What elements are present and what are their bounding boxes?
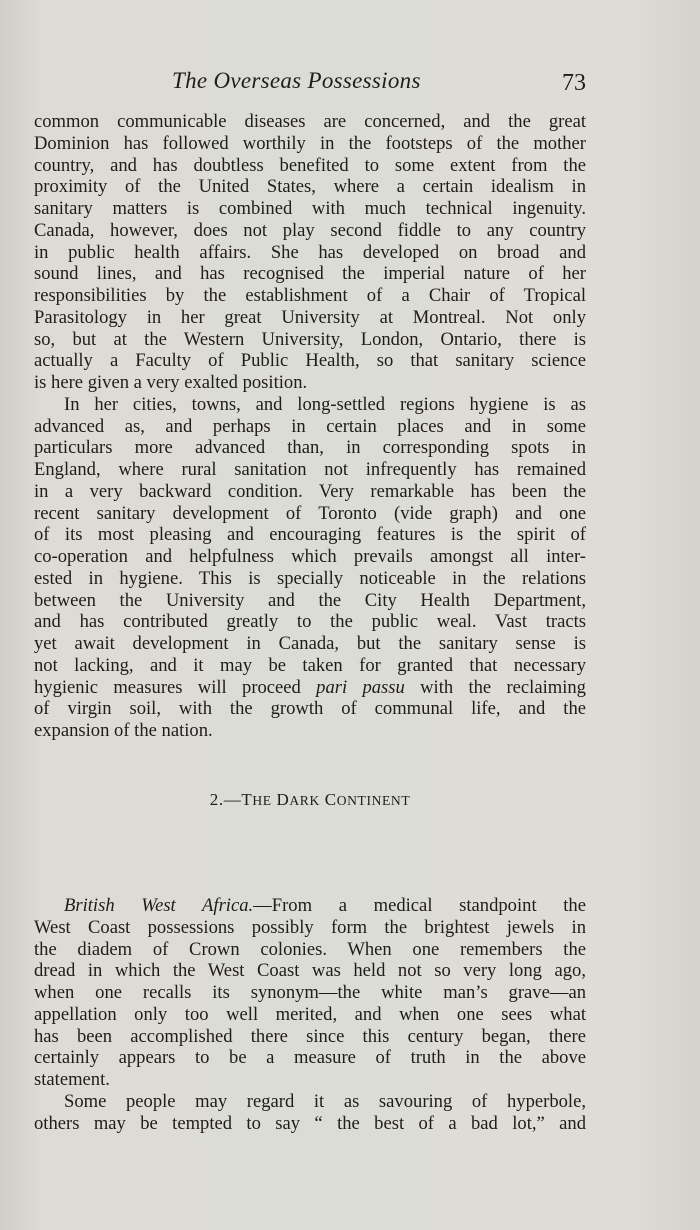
text-line: Some people may regard it as savouring of hyperbole, — [64, 1090, 586, 1112]
text-line: appellation only too well merited, and when one sees what — [34, 1003, 586, 1025]
text-line: Dominion has followed worthily in the footsteps of the mother — [34, 132, 586, 154]
text-line: expansion of the nation. — [34, 720, 213, 741]
text-line: In her cities, towns, and long-settled regions hygiene is as — [64, 393, 586, 415]
text-line: statement. — [34, 1069, 110, 1090]
running-head: The Overseas Possessions — [172, 68, 421, 93]
text-line: actually a Faculty of Public Health, so that sanitary science — [34, 350, 586, 372]
text-line: Parasitology in her great University at Montreal. Not only — [34, 306, 586, 328]
text-line-with-italic — [34, 677, 586, 699]
page-number: 73 — [562, 70, 586, 96]
paragraph-4 — [34, 1091, 586, 1135]
heading-smallcaps: HE — [252, 793, 272, 808]
text-line: proximity of the United States, where a certain idealism in — [34, 176, 586, 198]
paragraph-3 — [34, 895, 586, 1091]
section-heading — [34, 790, 586, 810]
text-line: of virgin soil, with the growth of communal life, and the — [34, 698, 586, 720]
text-line: and has contributed greatly to the public weal. Vast tracts — [34, 611, 586, 633]
text-run: —From a medical standpoint the — [253, 895, 586, 916]
paragraph-1 — [34, 111, 586, 394]
text-line: of its most pleasing and encouraging features is the spirit of — [34, 524, 586, 546]
text-line: the diadem of Crown colonies. When one remembers the — [34, 938, 586, 960]
italic-subheading: British West Africa. — [64, 895, 254, 916]
text-line: England, where rural sanitation not infrequently has remained — [34, 459, 586, 480]
italic-phrase: pari passu — [316, 676, 405, 698]
heading-smallcaps: ARK — [289, 793, 320, 808]
text-line: between the University and the City Health Department, — [34, 589, 586, 611]
heading-initial: C — [324, 790, 337, 809]
text-line: recent sanitary development of Toronto (vide graph) and one — [34, 502, 586, 524]
text-line: sound lines, and has recognised the imperial nature of her — [34, 263, 586, 285]
text-line: yet await development in Canada, but the sanitary sense is — [34, 633, 586, 654]
text-line: others may be tempted to say “ the best of a bad lot,” and — [34, 1112, 586, 1134]
text-line: sanitary matters is combined with much technical ingenuity. — [34, 198, 586, 219]
text-line: not lacking, and it may be taken for granted that necessary — [34, 654, 586, 676]
heading-smallcaps: ONTINENT — [336, 793, 411, 808]
text-line: certainly appears to be a measure of truth in the above — [34, 1047, 586, 1069]
text-run: with the reclaiming — [404, 676, 586, 698]
text-line: in public health affairs. She has developed on broad and — [34, 241, 586, 263]
text-line: Canada, however, does not play second fiddle to any country — [34, 219, 586, 241]
heading-initial: D — [276, 790, 290, 809]
text-line: country, and has doubtless benefited to some extent from the — [34, 154, 586, 176]
text-run: hygienic measures will proceed — [34, 676, 317, 698]
text-line: ested in hygiene. This is specially noticeable in the relations — [34, 567, 586, 589]
text-line: is here given a very exalted position. — [34, 372, 308, 393]
text-line: particulars more advanced than, in corresponding spots in — [34, 437, 586, 459]
text-line: so, but at the Western University, London, Ontario, there is — [34, 328, 586, 350]
text-line: co-operation and helpfulness which prevails amongst all inter- — [34, 546, 586, 567]
text-line: responsibilities by the establishment of a Chair of Tropical — [34, 285, 586, 306]
body-text-lower — [34, 895, 586, 1134]
section-number: 2.— — [209, 790, 242, 809]
text-line: has been accomplished there since this century began, there — [34, 1025, 586, 1047]
text-line: dread in which the West Coast was held not so very long ago, — [34, 960, 586, 982]
text-line: common communicable diseases are concerned, and the great — [34, 111, 586, 132]
text-line: when one recalls its synonym—the white man’s grave—an — [34, 982, 586, 1003]
page-header — [34, 66, 586, 106]
heading-initial: T — [241, 790, 253, 809]
text-line-with-italic — [34, 895, 586, 917]
text-line: West Coast possessions possibly form the brightest jewels in — [34, 916, 586, 938]
text-line: advanced as, and perhaps in certain places and in some — [34, 415, 586, 437]
paragraph-2 — [34, 394, 586, 742]
body-text-upper — [34, 111, 586, 742]
text-line: in a very backward condition. Very remarkable has been the — [34, 480, 586, 502]
